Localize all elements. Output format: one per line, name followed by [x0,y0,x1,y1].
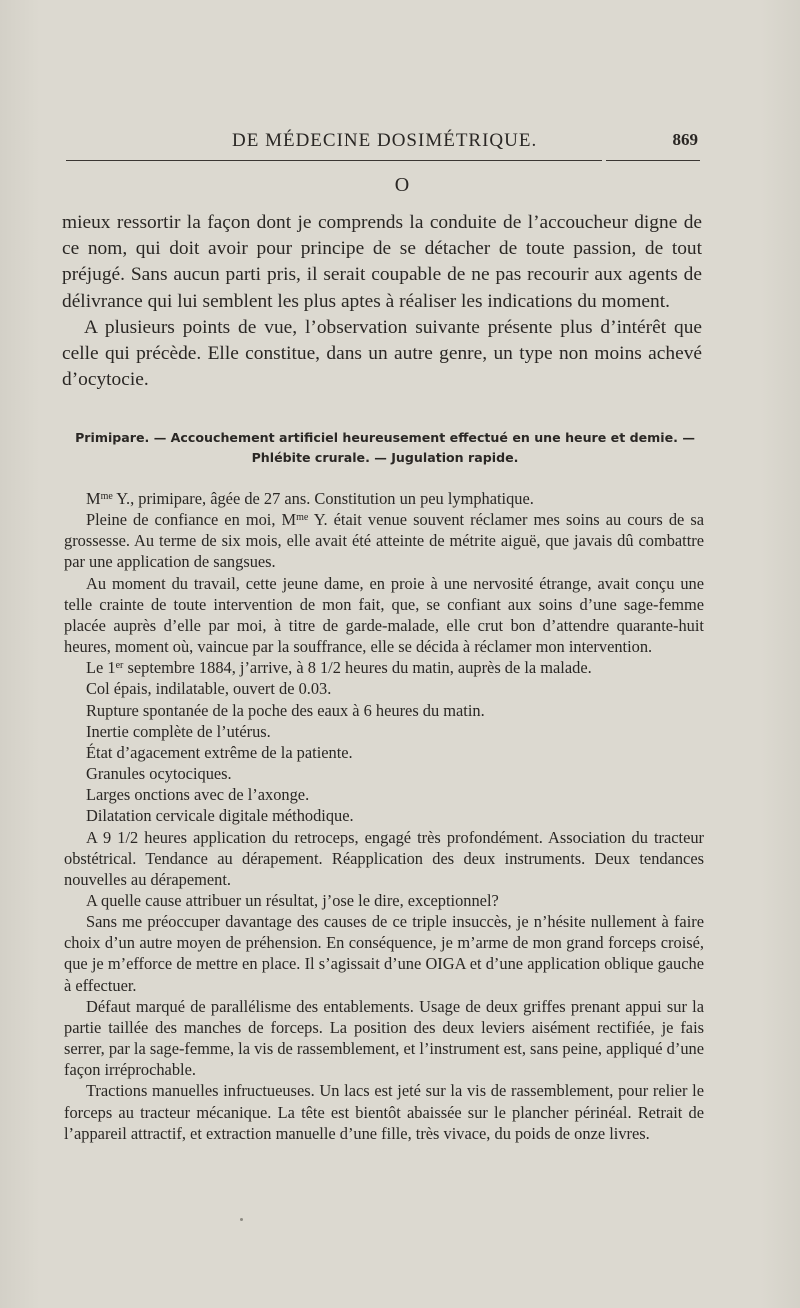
observation-paragraph: Inertie complète de l’utérus. [86,721,271,741]
observation-paragraph: Larges onctions avec de l’axonge. [86,785,310,805]
page-header [62,128,702,158]
paragraph-text: Y. était venue souvent réclamer mes soins au cours de sa grossesse. Au terme de six mois, elle avait été atteinte de métrite aiguë, que javais dû combattre par une application de sangsues. [64,510,704,572]
observation-paragraph: Dilatation cervicale digitale méthodique. [86,806,354,826]
observation-paragraph [64,488,704,509]
paragraph-text: septembre 1884, j’arrive, à 8 1/2 heures du matin, auprès de la malade. [123,658,592,678]
paper-speck [240,1218,243,1221]
paragraph-text: Y., primipare, âgée de 27 ans. Constitution un peu lymphatique. [112,489,534,508]
case-heading-line: Phlébite crurale. — Jugulation rapide. [251,450,519,465]
observation-paragraph: Col épais, indilatable, ouvert de 0.03. [86,679,332,699]
superscript: me [296,512,309,524]
running-title: DE MÉDECINE DOSIMÉTRIQUE. [232,130,538,151]
observation-paragraph [64,657,704,678]
case-heading [62,428,708,468]
header-rule-short [606,160,700,161]
case-heading-line: Primipare. — Accouchement artificiel heureusement effectué en une heure et demie. — [75,430,695,445]
paragraph-text: Le 1 [86,658,116,678]
observation-text [64,488,704,1144]
observation-paragraph: État d’agacement extrême de la patiente. [86,742,353,762]
intro-paragraph: mieux ressortir la façon dont je comprends la conduite de l’accoucheur digne de ce nom, qui doit avoir pour principe de se détacher de toute passion, de tout préjugé. Sans aucun parti pris, il serait coupable de ne pas recourir aux agents de délivrance qui lui semblent les plus aptes à réaliser les indications du moment. [62,212,702,312]
page-number: 869 [672,130,698,149]
observation-paragraph: Tractions manuelles infructueuses. Un lacs est jeté sur la vis de rassemblement, pour relier le forceps au tracteur mécanique. La tête est bientôt abaissée sur le plancher périnéal. Retrait de l’appareil attractif, et extraction manuelle d’une fille, très vivace, du poids de onze livres. [64,1081,704,1143]
observation-paragraph: Sans me préoccuper davantage des causes de ce triple insuccès, je n’hésite nullement à faire choix d’un autre moyen de préhension. En conséquence, je m’arme de mon grand forceps croisé, que je m’efforce de mettre en place. Il s’agissait d’une OIGA et d’une application oblique gauche à effectuer. [64,912,704,995]
observation-paragraph: A 9 1/2 heures application du retroceps, engagé très profondément. Association du tracteur obstétrical. Tendance au dérapement. Réapplication des deux instruments. Deux tendances nouvelles au dérapement. [64,827,704,889]
observation-paragraph: Au moment du travail, cette jeune dame, en proie à une nervosité étrange, avait conçu une telle crainte de toute intervention de mon fait, que, se confiant aux soins d’une sage-femme placée auprès d’elle par moi, à titre de garde-malade, elle crut bon d’attendre quarante-huit heures, moment où, vaincue par la souffrance, elle se décida à réclamer mon intervention. [64,573,704,657]
observation-paragraph: Défaut marqué de parallélisme des entablements. Usage de deux griffes prenant appui sur la partie taillée des manches de forceps. La position des deux leviers aisément rectifiée, je fais serrer, par la sage-femme, la vis de rassemblement, et l’instrument est, sans peine, appliqué d’une façon irréprochable. [64,996,704,1080]
section-ornament: O [394,174,410,196]
header-rule [66,160,602,161]
intro-paragraph: A plusieurs points de vue, l’observation suivante présente plus d’intérêt que celle qui précède. Elle constitue, dans un autre genre, un type non moins achevé d’ocytocie. [62,316,702,391]
superscript: me [100,491,113,502]
abbreviation: M [86,489,101,508]
intro-text [62,210,702,393]
observation-paragraph: Granules ocytociques. [86,764,232,784]
observation-paragraph: A quelle cause attribuer un résultat, j’ose le dire, exceptionnel? [86,890,499,910]
observation-paragraph: Rupture spontanée de la poche des eaux à 6 heures du matin. [86,700,485,720]
superscript: er [115,660,124,672]
paragraph-text: Pleine de confiance en moi, M [86,510,297,530]
observation-paragraph [64,509,704,572]
